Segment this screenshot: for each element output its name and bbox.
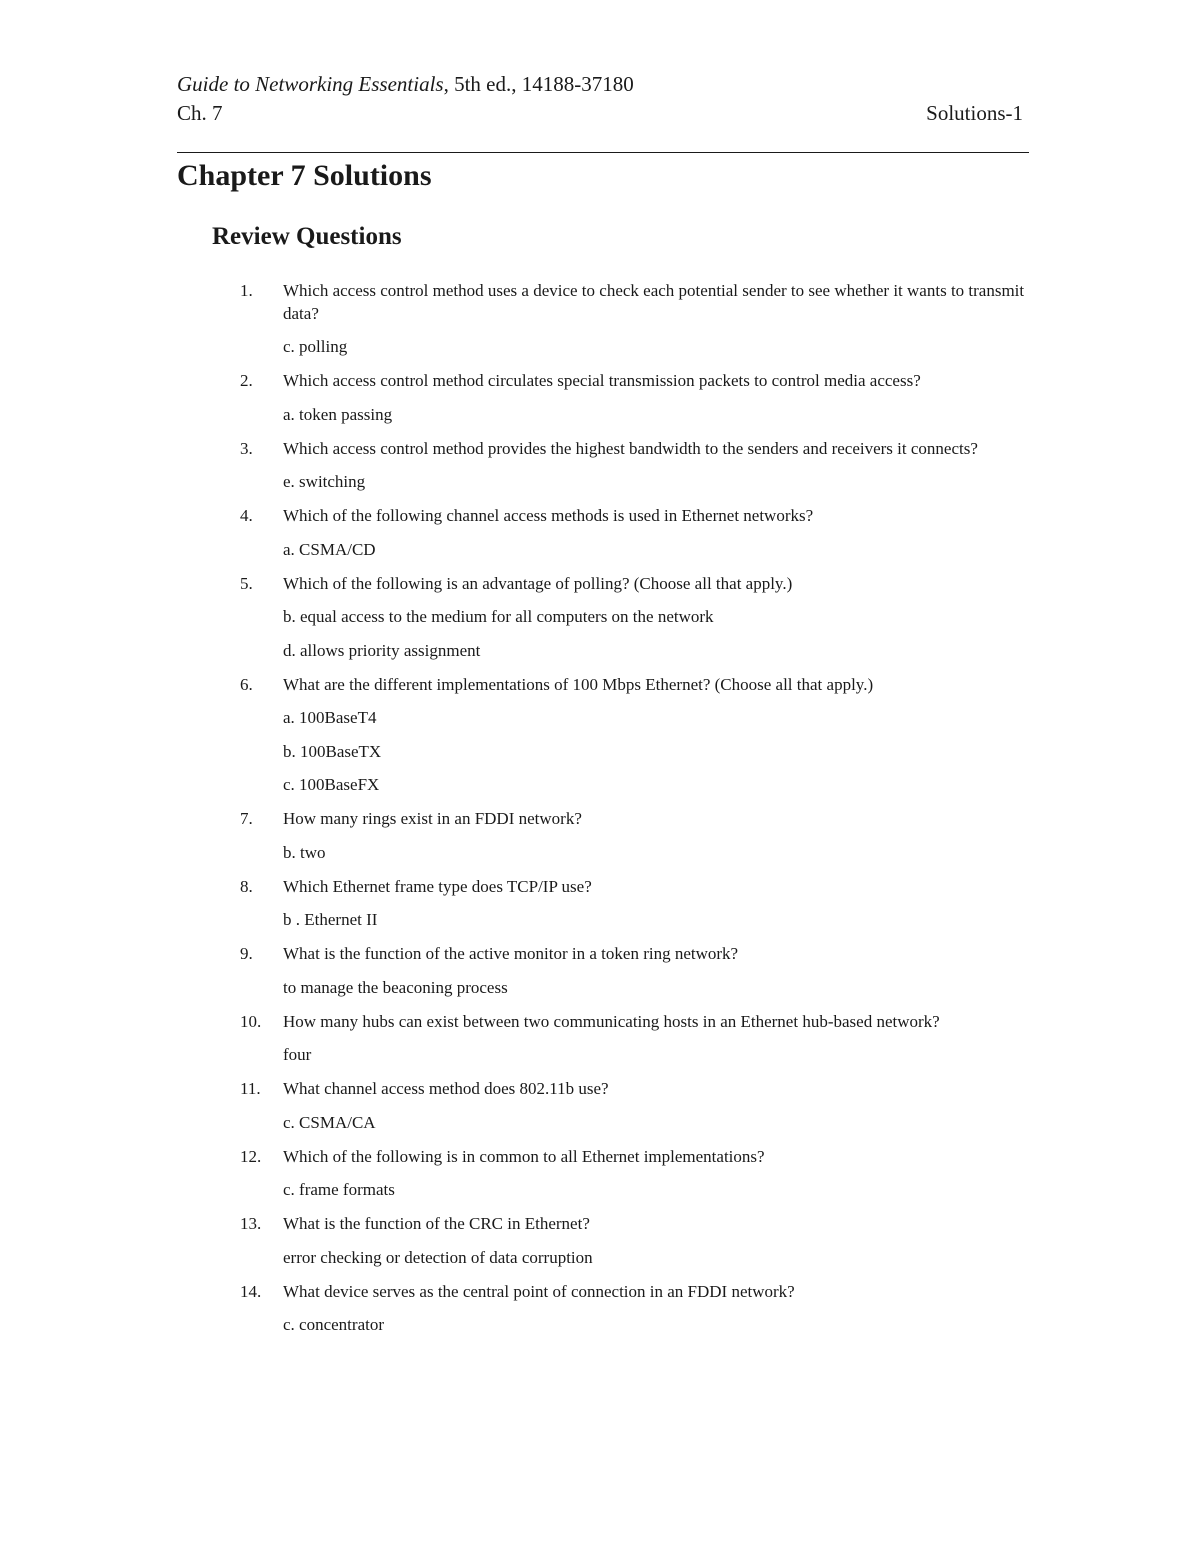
question-item: [240, 808, 1030, 864]
running-header-book: [177, 70, 634, 98]
question-text: How many hubs can exist between two communicating hosts in an Ethernet hub-based network?: [283, 1011, 940, 1031]
question-number: 12.: [240, 1146, 262, 1166]
question-text: Which access control method provides the highest bandwidth to the senders and receivers it connects?: [283, 438, 978, 458]
question-text: How many rings exist in an FDDI network?: [283, 809, 582, 828]
question-row: [240, 808, 1030, 831]
question-number: 9.: [240, 944, 253, 963]
page-label: Solutions-1: [926, 101, 1023, 125]
question-row: [240, 438, 1030, 461]
question-text: What is the function of the active monitor in a token ring network?: [283, 944, 739, 963]
question-text: What are the different implementations of 100 Mbps Ethernet? (Choose all that apply.): [283, 674, 874, 694]
book-title: Guide to Networking Essentials: [177, 72, 444, 96]
answer-text: b. two: [283, 842, 326, 862]
question-number: 6.: [240, 674, 253, 694]
question-number: 3.: [240, 438, 253, 458]
answer-text: d. allows priority assignment: [283, 640, 481, 660]
question-item: [240, 438, 1030, 494]
answer-text: a. token passing: [283, 404, 393, 424]
question-row: [240, 674, 1030, 697]
question-row: [240, 1146, 1030, 1169]
answer-text: four: [283, 1045, 312, 1064]
answer-text: a. 100BaseT4: [283, 708, 377, 727]
answer-text: c. polling: [283, 337, 348, 356]
question-item: [240, 1146, 1030, 1202]
question-text: Which Ethernet frame type does TCP/IP use?: [283, 876, 592, 896]
question-text: Which of the following is in common to all Ethernet implementations?: [283, 1146, 765, 1166]
question-item: [240, 674, 1030, 797]
question-row: [240, 370, 1030, 393]
question-row: [240, 1078, 1030, 1101]
answer-text: c. 100BaseFX: [283, 775, 380, 794]
question-row: [240, 943, 1030, 966]
question-row: [240, 505, 1030, 528]
question-row: [240, 573, 1030, 596]
question-number: 2.: [240, 371, 253, 390]
answer-text: e. switching: [283, 472, 366, 491]
question-list: [240, 280, 1030, 1337]
question-text: Which of the following is an advantage of polling? (Choose all that apply.): [283, 573, 793, 593]
question-item: [240, 1078, 1030, 1134]
answer-text: b. equal access to the medium for all computers on the network: [283, 607, 714, 626]
question-number: 10.: [240, 1011, 262, 1031]
question-item: [240, 1011, 1030, 1067]
question-item: [240, 573, 1030, 663]
question-text: What is the function of the CRC in Ethernet?: [283, 1214, 590, 1233]
question-item: [240, 1213, 1030, 1269]
question-text: What channel access method does 802.11b use?: [283, 1079, 609, 1098]
question-text: Which access control method circulates special transmission packets to control media access?: [283, 371, 921, 390]
answer-text: a. CSMA/CD: [283, 539, 376, 559]
question-number: 8.: [240, 876, 253, 896]
question-text: Which of the following channel access methods is used in Ethernet networks?: [283, 506, 814, 525]
section-title: Review Questions: [212, 223, 402, 250]
answer-text: c. concentrator: [283, 1315, 384, 1334]
question-text: What device serves as the central point of connection in an FDDI network?: [283, 1281, 795, 1301]
chapter-label: Ch. 7: [177, 101, 223, 125]
answer-text: b. 100BaseTX: [283, 741, 382, 761]
question-item: [240, 370, 1030, 426]
question-number: 1.: [240, 281, 253, 300]
question-row: [240, 876, 1030, 899]
question-row: [240, 1011, 1030, 1034]
question-item: [240, 280, 1030, 359]
question-row: [240, 280, 1030, 325]
answer-text: b . Ethernet II: [283, 910, 378, 929]
question-row: [240, 1213, 1030, 1236]
header-rule: [177, 152, 1029, 153]
question-item: [240, 876, 1030, 932]
question-number: 14.: [240, 1281, 262, 1301]
answer-text: to manage the beaconing process: [283, 977, 508, 997]
book-edition-isbn: , 5th ed., 14188-37180: [443, 72, 634, 96]
answer-text: c. frame formats: [283, 1180, 395, 1199]
question-row: [240, 1281, 1030, 1304]
question-item: [240, 1281, 1030, 1337]
answer-text: c. CSMA/CA: [283, 1112, 376, 1132]
question-number: 4.: [240, 506, 253, 525]
chapter-title: Chapter 7 Solutions: [177, 159, 432, 192]
question-item: [240, 943, 1030, 999]
question-number: 11.: [240, 1079, 261, 1098]
question-number: 13.: [240, 1214, 262, 1233]
question-number: 7.: [240, 809, 253, 828]
question-item: [240, 505, 1030, 561]
running-header-chapter: [177, 99, 1023, 127]
answer-text: error checking or detection of data corruption: [283, 1247, 593, 1267]
question-number: 5.: [240, 573, 253, 593]
question-text: Which access control method uses a device to check each potential sender to see whether it wants to transmit data?: [283, 281, 1025, 323]
